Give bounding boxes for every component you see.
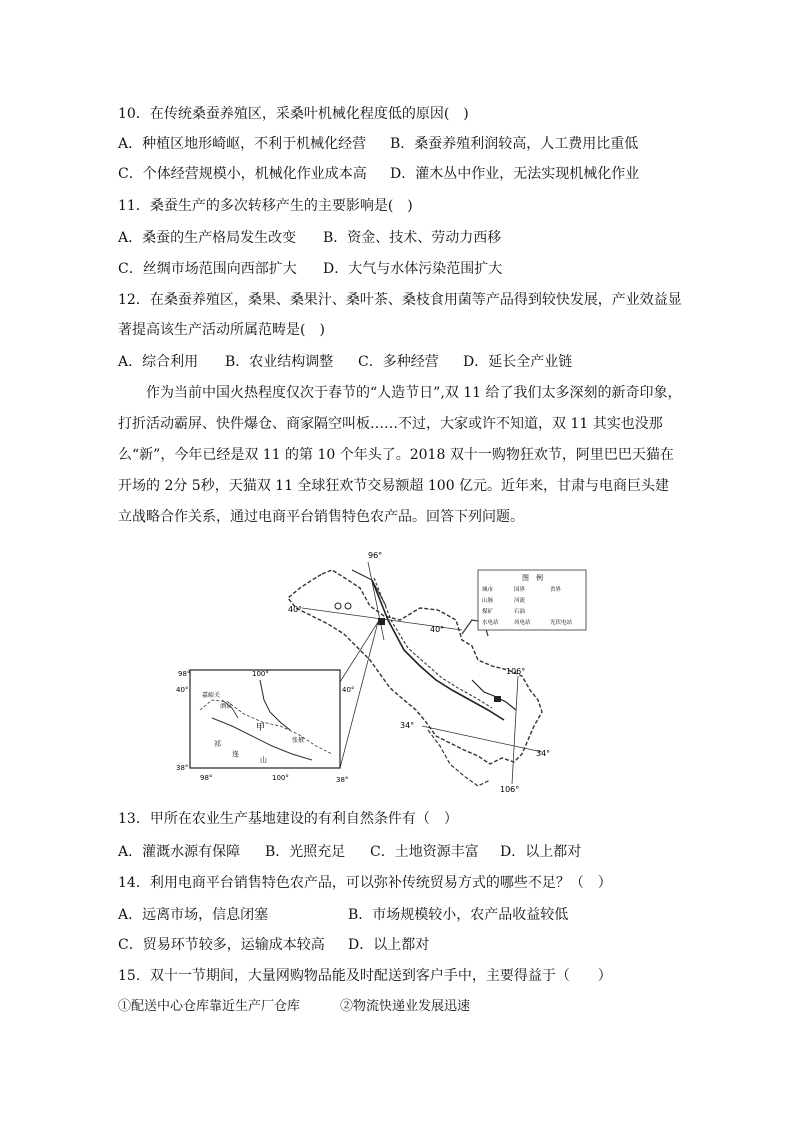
q10-option-b: B．桑蚕养殖利润较高，人工费用比重低 (390, 136, 639, 152)
inset-lian: 连 (232, 750, 239, 758)
legend-item: 煤矿 (482, 609, 494, 615)
inset-38-left: 38° (176, 764, 189, 772)
legend-item: 河流 (514, 598, 526, 604)
q11-option-d: D．大气与水体污染范围扩大 (323, 261, 503, 277)
legend-item: 石油 (514, 609, 526, 615)
legend-item: 城市 (482, 587, 494, 593)
label-106-top: 106° (506, 667, 526, 676)
question-11-stem: 11．桑蚕生产的多次转移产生的主要影响是( ) (118, 198, 413, 214)
q14-option-b: B．市场规模较小，农产品收益较低 (348, 907, 569, 923)
q14-option-c: C．贸易环节较多，运输成本较高 (118, 937, 325, 953)
inset-jiuquan: 酒泉 (220, 703, 233, 710)
inset-zhangye: 张掖 (292, 737, 305, 744)
inset-shan: 山 (260, 756, 267, 764)
coal-mine-marker (378, 618, 385, 625)
question-13-stem: 13．甲所在农业生产基地建设的有利自然条件有（ ） (118, 811, 458, 827)
q10-option-a: A．种植区地形崎岖，不利于机械化经营 (118, 136, 367, 152)
label-40-right: 40° (430, 625, 445, 634)
question-15-stem: 15．双十一节期间，大量网购物品能及时配送到客户手中，主要得益于（ ） (118, 968, 612, 984)
label-40-left: 40° (288, 605, 303, 614)
inset-jiayuguan: 嘉峪关 (202, 692, 221, 699)
inset-100-bottom: 100° (272, 774, 289, 782)
inset-qi: 祁 (214, 740, 221, 748)
question-14-stem: 14．利用电商平台销售特色农产品，可以弥补传统贸易方式的哪些不足？（ ） (118, 875, 612, 891)
legend-item: 山脉 (482, 598, 494, 604)
q15-item-1: ①配送中心仓库靠近生产厂仓库 (118, 999, 301, 1014)
q15-item-2: ②物流快递业发展迅速 (340, 999, 471, 1014)
legend-title: 图 例 (522, 574, 543, 582)
question-12-stem-line2: 著提高该生产活动所属范畴是( ) (118, 322, 325, 338)
city-marker (335, 603, 341, 609)
inset-38-right: 38° (336, 776, 349, 784)
q11-option-a: A．桑蚕的生产格局发生改变 (118, 230, 297, 246)
city-lanzhou-marker (494, 696, 501, 702)
q12-option-d: D．延长全产业链 (463, 354, 573, 370)
q14-option-a: A．远离市场，信息闭塞 (118, 907, 269, 923)
passage-text: 作为当前中国火热程度仅次于春节的“人造节日”,双 11 给了我们太多深刻的新奇印象，打折活动霸屏、快件爆仓、商家隔空叫板……不过，大家或许不知道，双 11 其实也没那么“新”，今年已经是双 11 的第 10 个年头了。2018 双十一购物狂欢节，阿里巴巴天猫在开场的 2分 5秒，天猫双 11 全球狂欢节交易额超 100 亿元。近年来，甘肃与电商巨头建立战略合作关系，通过电商平台销售特色农产品。回答下列问题。 (118, 385, 682, 525)
inset-100-top: 100° (252, 670, 269, 678)
q14-option-d: D．以上都对 (348, 937, 430, 953)
q12-option-a: A．综合利用 (118, 354, 199, 370)
inset-40-right: 40° (342, 686, 355, 694)
q10-option-d: D．灌木丛中作业，无法实现机械化作业 (390, 166, 640, 182)
inset-connector (340, 622, 378, 768)
question-10-stem: 10．在传统桑蚕养殖区，采桑叶机械化程度低的原因( ) (118, 106, 469, 122)
label-106-bottom: 106° (500, 785, 520, 794)
inset-98-bottom: 98° (200, 774, 213, 782)
reading-passage (118, 378, 683, 533)
label-34-right: 34° (536, 749, 551, 758)
inset-map-box (190, 670, 340, 768)
label-34-left: 34° (400, 721, 415, 730)
q13-option-a: A．灌溉水源有保障 (118, 844, 241, 860)
legend-item: 国界 (514, 587, 526, 593)
q12-option-b: B．农业结构调整 (225, 354, 334, 370)
q10-option-c: C．个体经营规模小，机械化作业成本高 (118, 166, 367, 182)
inset-jia-label: 甲 (256, 723, 266, 733)
inset-connector (340, 622, 378, 682)
label-96: 96° (368, 551, 383, 560)
lat-34-line (422, 726, 542, 752)
map-svg (172, 550, 592, 795)
lon-106-line (512, 676, 518, 784)
pipeline-line (374, 578, 492, 708)
q13-option-c: C．土地资源丰富 (370, 844, 479, 860)
legend-item: 省界 (550, 587, 562, 593)
inset-98-top: 98° (178, 670, 191, 678)
inset-40-left: 40° (176, 686, 189, 694)
gansu-map-figure (172, 550, 592, 795)
q11-option-c: C．丝绸市场范围向西部扩大 (118, 261, 297, 277)
legend-item: 水电站 (482, 620, 499, 626)
question-12-stem-line1: 12．在桑蚕养殖区，桑果、桑果汁、桑叶茶、桑枝食用菌等产品得到较快发展，产业效益显 (118, 292, 682, 308)
q11-option-b: B．资金、技术、劳动力西移 (323, 230, 502, 246)
legend-item: 风电站 (514, 620, 531, 626)
legend-item: 光伏电站 (550, 620, 573, 626)
q13-option-d: D．以上都对 (500, 844, 582, 860)
city-marker (345, 603, 351, 609)
q13-option-b: B．光照充足 (265, 844, 346, 860)
q12-option-c: C．多种经营 (358, 354, 439, 370)
